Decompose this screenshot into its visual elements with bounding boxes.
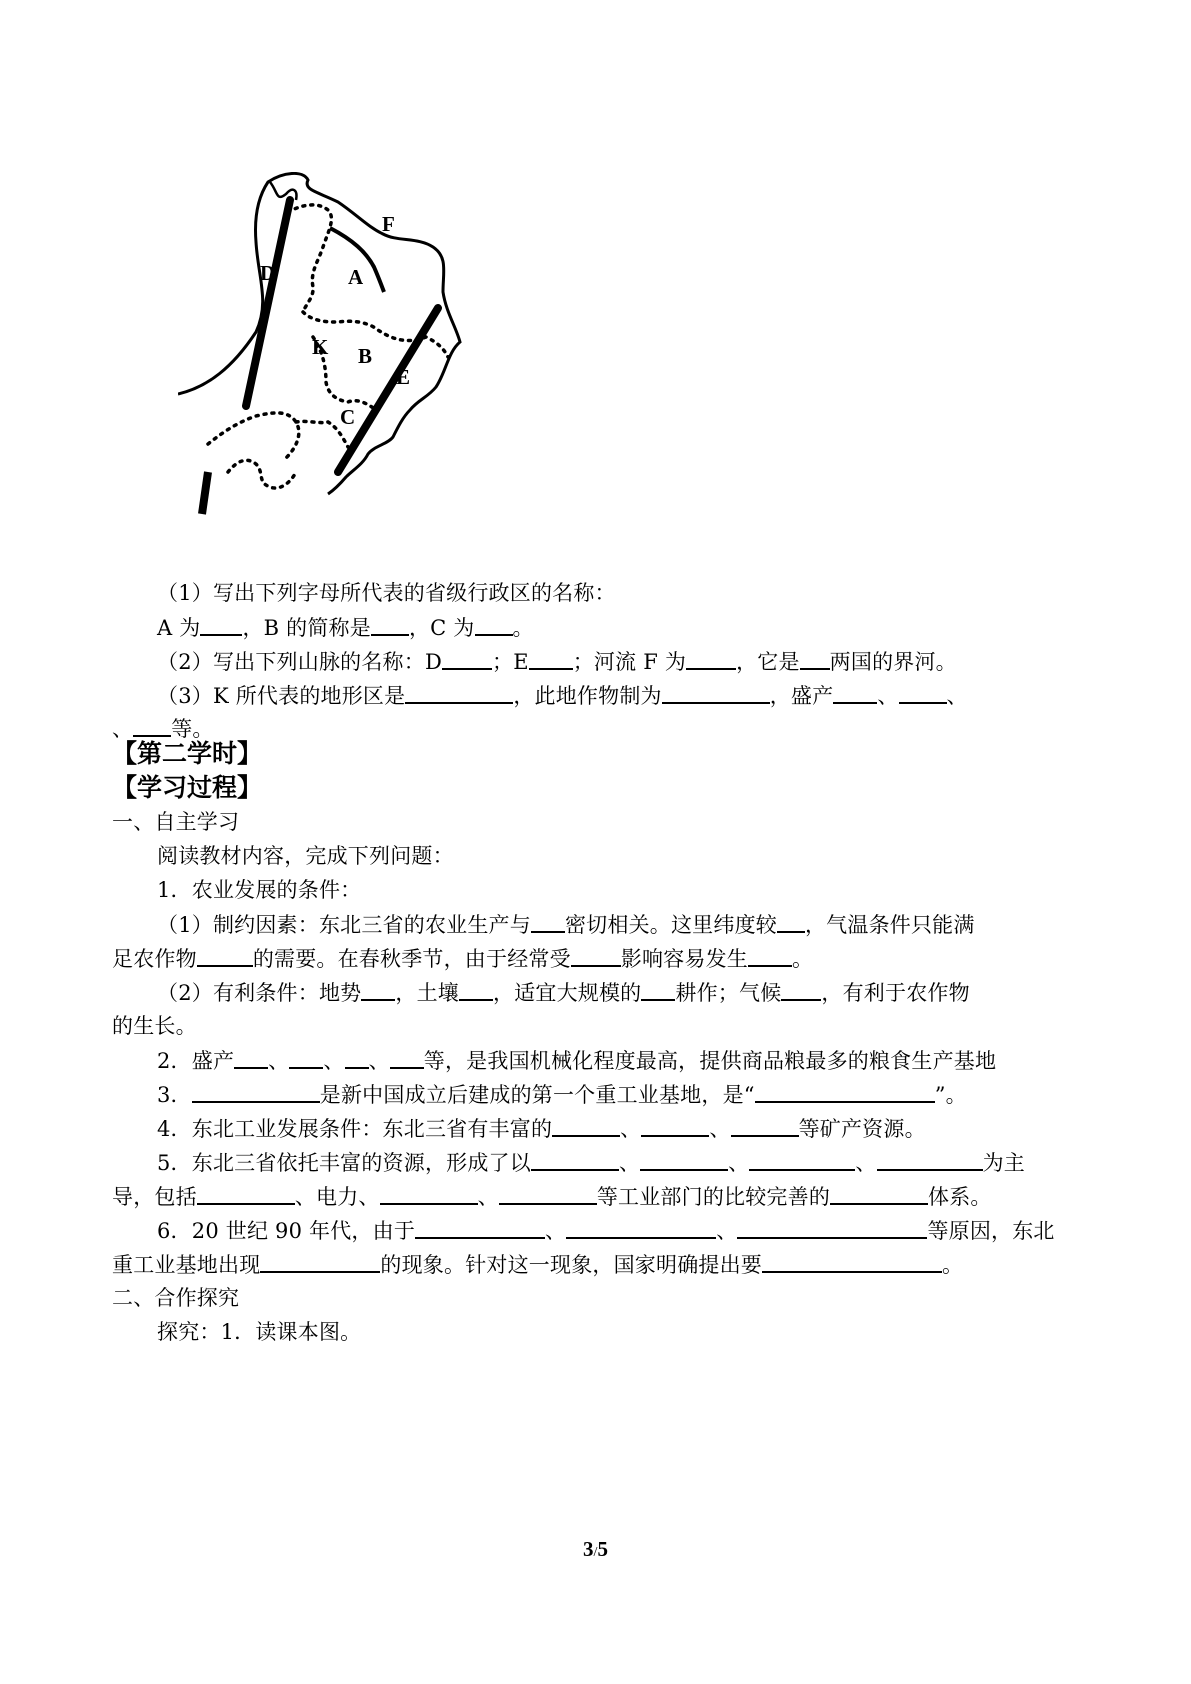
question-1-answers: A 为 ，B 的简称是 ，C 为 。 [157, 612, 534, 643]
item-6: 6．20 世纪 90 年代，由于 、 、 等原因，东北 [157, 1215, 1055, 1246]
map-label-e: E [396, 365, 411, 389]
item-5: 5．东北三省依托丰富的资源，形成了以 、 、 、 为主 [157, 1147, 1025, 1178]
map-drawing [178, 172, 508, 542]
item-1-para-1: （1）制约因素：东北三省的农业生产与 密切相关。这里纬度较 ，气温条件只能满 [157, 909, 975, 940]
question-1: （1）写出下列字母所代表的省级行政区的名称： [157, 581, 616, 605]
northeast-china-map [178, 172, 508, 542]
section-2-explore: 探究：1．读课本图。 [157, 1320, 362, 1344]
border-dotted-1 [288, 205, 331, 312]
item-4: 4．东北工业发展条件：东北三省有丰富的 、 、 等矿产资源。 [157, 1113, 926, 1144]
map-label-k: K [312, 335, 329, 359]
question-3: （3）K 所代表的地形区是 ，此地作物制为 ，盛产 、 、 [157, 680, 968, 711]
item-6-cont: 重工业基地出现 的现象。针对这一现象，国家明确提出要 。 [112, 1249, 963, 1280]
map-label-f: F [382, 212, 395, 236]
question-3-cont: 、 等。 [112, 713, 214, 744]
item-1-para-2-cont: 的生长。 [112, 1014, 197, 1038]
section-1-title: 一、自主学习 [112, 810, 240, 834]
map-label-b: B [358, 344, 373, 368]
item-1-title: 1．农业发展的条件： [157, 878, 362, 902]
map-label-c: C [340, 405, 356, 429]
section-1-intro: 阅读教材内容，完成下列问题： [157, 844, 454, 868]
item-1-para-2: （2）有利条件：地势 ，土壤 ，适宜大规模的 耕作；气候 ，有利于农作物 [157, 977, 970, 1008]
map-label-d: D [260, 261, 276, 285]
mountain-e-line [338, 308, 438, 472]
item-1-para-1-cont: 足农作物 的需要。在春秋季节，由于经常受 影响容易发生 。 [112, 943, 813, 974]
item-2: 2．盛产 、 、 、 等，是我国机械化程度最高，提供商品粮最多的粮食生产基地 [157, 1045, 996, 1076]
mountain-d-line [246, 200, 290, 406]
map-label-a: A [348, 265, 364, 289]
page-number: 3/5 [583, 1537, 608, 1561]
section-2-title: 二、合作探究 [112, 1286, 240, 1310]
border-dotted-5 [228, 460, 296, 488]
item-5-cont: 导，包括 、电力、 、 等工业部门的比较完善的 体系。 [112, 1181, 992, 1212]
mountain-bottom-line [202, 472, 208, 514]
question-2: （2）写出下列山脉的名称：D ；E ；河流 F 为 ，它是 两国的界河。 [157, 646, 957, 677]
border-dotted-4 [208, 413, 299, 458]
item-3: 3． 是新中国成立后建成的第一个重工业基地，是“ ”。 [157, 1079, 967, 1110]
lesson-heading: 【第二学时】 [112, 739, 263, 768]
process-heading: 【学习过程】 [112, 773, 263, 802]
